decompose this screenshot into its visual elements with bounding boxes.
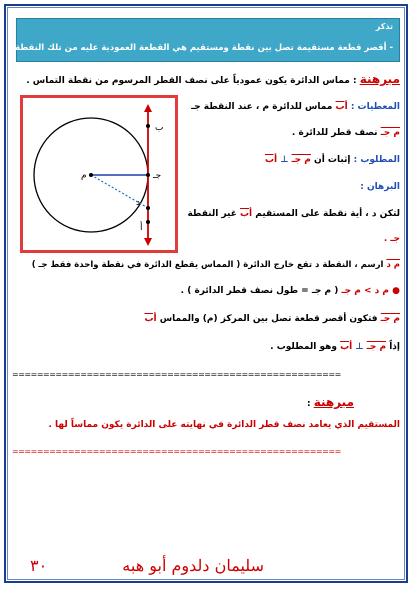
label-m: م — [81, 171, 87, 181]
point-m — [89, 173, 93, 177]
separator-bottom: ===================================================== — [12, 447, 341, 456]
given-line1-text: مماس للدائرة م ، عند النقطة جـ — [191, 102, 333, 112]
point-a — [146, 220, 150, 224]
proof-line5b-text: وهو المطلوب . — [270, 342, 337, 352]
proof-line3-text: ( م جـ = طول نصف قطر الدائرة ) . — [180, 286, 339, 296]
proof-line5 — [270, 342, 400, 352]
theorem1-line — [26, 72, 400, 86]
separator-top: ===================================================== — [12, 370, 341, 379]
proof-line4 — [144, 314, 400, 324]
label-b: ب — [155, 123, 164, 133]
required-line — [265, 155, 400, 165]
vector-mj-given: م جـ — [380, 128, 400, 138]
proof-line3 — [181, 286, 400, 296]
proof-line1b-text: غير النقطة — [187, 209, 237, 219]
recall-text: - أقصر قطعة مستقيمة تصل بين نقطة ومستقيم هي القطعة العمودية عليه من تلك النقطة . — [8, 43, 393, 53]
proof-line1 — [187, 209, 400, 219]
label-d: د — [136, 198, 141, 208]
perp-symbol-proof5: ⊥ — [355, 342, 364, 352]
given-line1 — [191, 102, 400, 112]
given-line2-text: نصف قطر للدائرة . — [291, 128, 378, 138]
vector-ab-given: أب — [335, 102, 348, 112]
required-text: إثبات أن — [314, 155, 351, 165]
vector-ab-proof1: أب — [240, 209, 253, 219]
theorem2-label: مبرهنة — [313, 395, 354, 409]
point-b — [146, 124, 150, 128]
proof-line2-text: ارسم ، النقطة د تقع خارج الدائرة ( المماس يقطع الدائرة في نقطة واحدة فقط جـ ) — [31, 260, 384, 270]
given-label: المعطيات : — [350, 102, 400, 112]
vector-md-proof2: م د — [386, 260, 400, 270]
proof-line2 — [32, 260, 400, 270]
point-d — [146, 206, 150, 210]
theorem2-header — [307, 395, 354, 409]
recall-box — [8, 18, 400, 62]
author-name: سليمان دلدوم أبو هبه — [122, 556, 264, 575]
diagram-box — [20, 95, 178, 253]
page-number: ٣٠ — [30, 556, 48, 575]
diagram-svg — [23, 98, 175, 250]
proof-line1-text: لتكن د ، أية نقطة على المستقيم — [255, 209, 400, 219]
proof-label: البرهان : — [360, 182, 400, 192]
vector-ab-required: أب — [264, 155, 278, 165]
point-j — [146, 173, 150, 177]
vector-ab-proof4: أب — [144, 314, 157, 324]
vector-mj-proof4: م جـ — [380, 314, 400, 324]
perp-symbol-required: ⊥ — [280, 155, 289, 165]
vector-ab-proof5: أب — [340, 342, 353, 352]
theorem2-colon: : — [306, 399, 311, 409]
proof-line4-text: فتكون أقصر قطعة تصل بين المركز (م) والمماس — [159, 314, 378, 324]
label-j: جـ — [153, 171, 162, 181]
proof-line5-text: إذاً — [389, 342, 400, 352]
tangent-arrow-up — [144, 104, 152, 112]
label-a: أ — [140, 223, 143, 233]
recall-title: تذكر — [375, 22, 393, 31]
required-label: المطلوب : — [353, 155, 400, 165]
vector-mj-required: م جـ — [291, 155, 311, 165]
inequality: م د > م جـ — [341, 286, 389, 296]
tangent-arrow-down — [144, 238, 152, 246]
theorem2-text: المستقيم الذي يعامد نصف قطر الدائرة في نهايته على الدائرة يكون مماساً لها . — [48, 420, 400, 430]
vector-mj-proof5: م جـ — [366, 342, 387, 352]
bullet: ● — [392, 286, 400, 296]
theorem1-text: : مماس الدائرة يكون عمودياً على نصف القطر المرسوم من نقطة التماس . — [26, 76, 357, 86]
proof-line1c: جـ . — [383, 234, 400, 244]
given-line2 — [292, 128, 400, 138]
theorem1-label: مبرهنة — [359, 72, 400, 86]
